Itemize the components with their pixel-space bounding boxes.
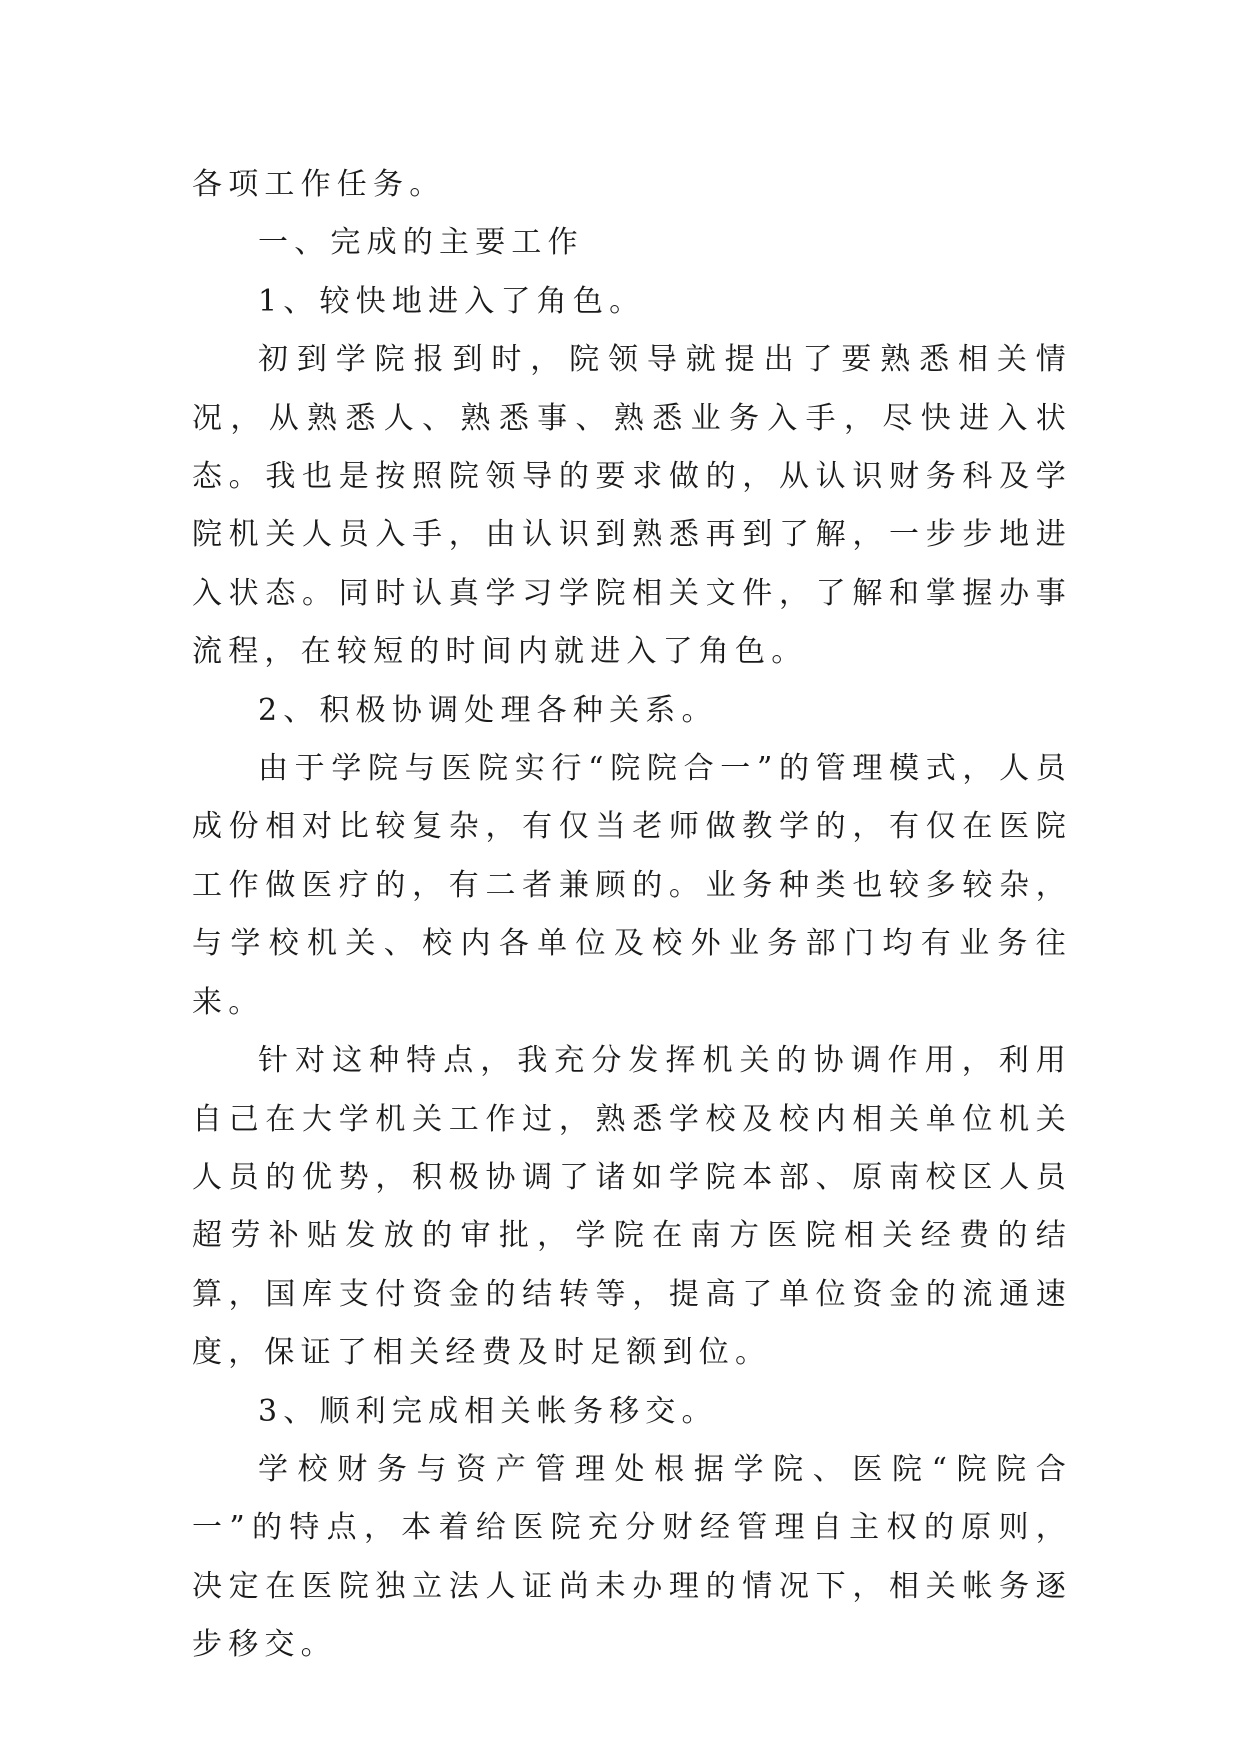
- paragraph-entering-role: 初到学院报到时，院领导就提出了要熟悉相关情况，从熟悉人、熟悉事、熟悉业务入手，尽快进入状态。我也是按照院领导的要求做的，从认识财务科及学院机关人员入手，由认识到熟悉再到了解，一步步地进入状态。同时认真学习学院相关文件，了解和掌握办事流程，在较短的时间内就进入了角色。: [192, 342, 1072, 670]
- subheading-entering-role: 1、较快地进入了角色。: [258, 283, 646, 319]
- subheading-coordination: 2、积极协调处理各种关系。: [258, 692, 718, 728]
- paragraph-coordination-role: 针对这种特点，我充分发挥机关的协调作用，利用自己在大学机关工作过，熟悉学校及校内相关单位机关人员的优势，积极协调了诸如学院本部、原南校区人员超劳补贴发放的审批，学院在南方医院相关经费的结算，国库支付资金的结转等，提高了单位资金的流通速度，保证了相关经费及时足额到位。: [192, 1043, 1072, 1371]
- section-heading-main-work: 一、完成的主要工作: [258, 225, 584, 261]
- paragraph-account-transfer: 学校财务与资产管理处根据学院、医院“院院合一”的特点，本着给医院充分财经管理自主权的原则，决定在医院独立法人证尚未办理的情况下，相关帐务逐步移交。: [192, 1451, 1072, 1663]
- paragraph-continuation: 各项工作任务。: [192, 167, 446, 202]
- paragraph-management-model: 由于学院与医院实行“院院合一”的管理模式，人员成份相对比较复杂，有仅当老师做教学的，有仅在医院工作做医疗的，有二者兼顾的。业务种类也较多较杂，与学校机关、校内各单位及校外业务部门均有业务往来。: [192, 751, 1072, 1020]
- document-body: [192, 156, 1072, 1675]
- subheading-account-transfer: 3、顺利完成相关帐务移交。: [258, 1393, 718, 1429]
